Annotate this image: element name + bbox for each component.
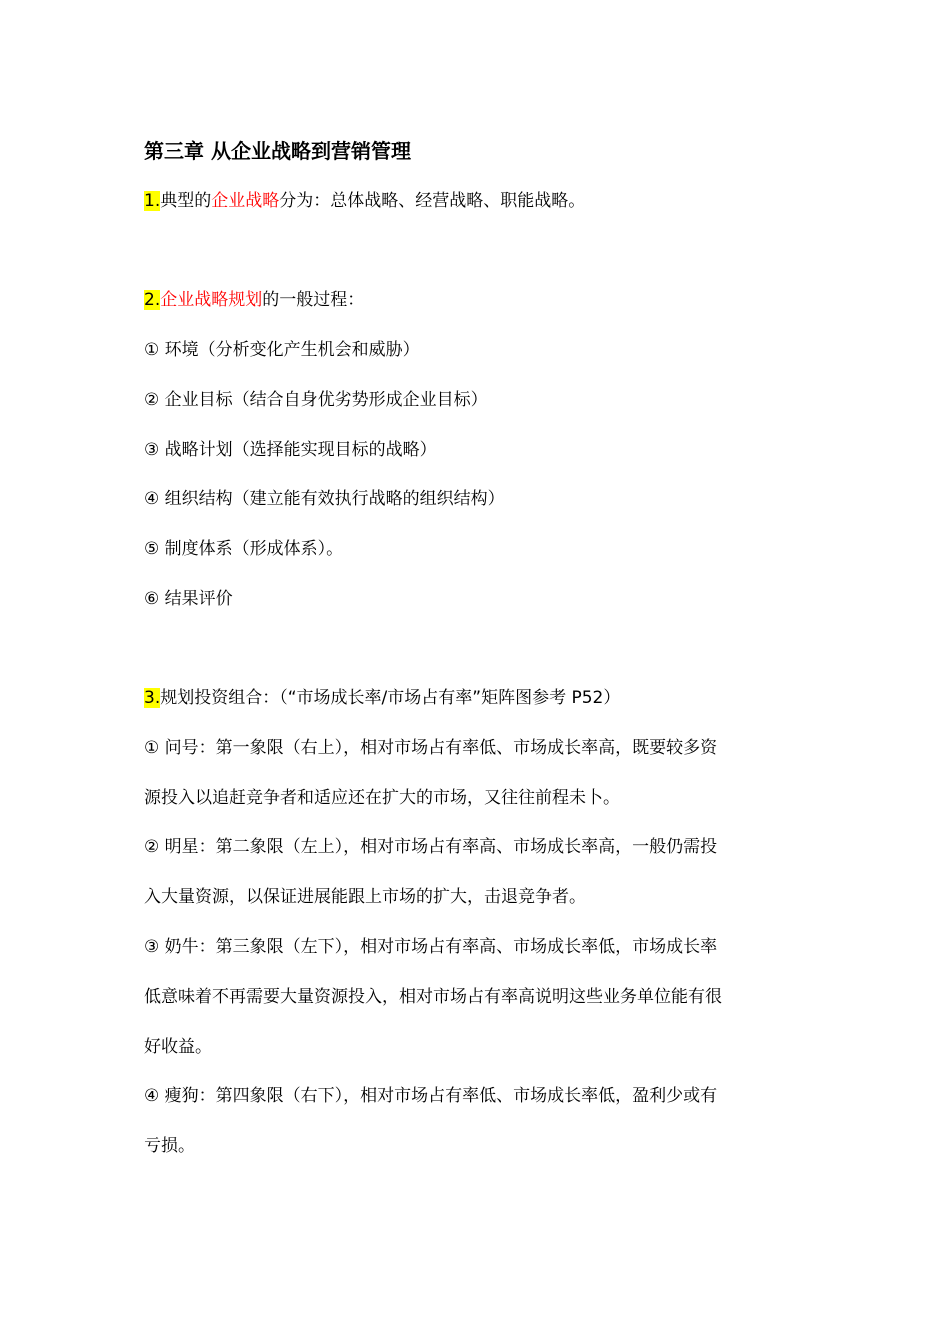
section-3-line: ② 明星：第二象限（左上），相对市场占有率高、市场成长率高，一般仍需投	[144, 837, 718, 857]
section-3-line: 源投入以追赶竞争者和适应还在扩大的市场，又往往前程未卜。	[144, 788, 620, 808]
section-2-highlight: 企业战略规划	[160, 290, 263, 310]
section-2-post: 的一般过程：	[262, 290, 365, 310]
section-1-pre: 典型的	[160, 191, 212, 211]
section-2-item: ① 环境（分析变化产生机会和威胁）	[144, 340, 420, 360]
section-3-line: ① 问号：第一象限（右上），相对市场占有率低、市场成长率高，既要较多资	[144, 738, 718, 758]
chapter-title: 第三章 从企业战略到营销管理	[144, 139, 411, 163]
section-3-line: 好收益。	[144, 1037, 212, 1057]
section-3-line: 入大量资源，以保证进展能跟上市场的扩大，击退竞争者。	[144, 887, 586, 907]
section-1-number: 1.	[144, 191, 161, 211]
section-3-line: ④ 瘦狗：第四象限（右下），相对市场占有率低、市场成长率低，盈利少或有	[144, 1086, 718, 1106]
section-3-heading	[144, 685, 620, 711]
section-2-heading	[144, 287, 364, 313]
section-2-item: ③ 战略计划（选择能实现目标的战略）	[144, 440, 437, 460]
section-1-line	[144, 188, 585, 214]
section-3-line: 低意味着不再需要大量资源投入，相对市场占有率高说明这些业务单位能有很	[144, 987, 722, 1007]
section-3-text: 规划投资组合：（“市场成长率/市场占有率”矩阵图参考 P52）	[160, 688, 621, 708]
section-3-line: ③ 奶牛：第三象限（左下），相对市场占有率高、市场成长率低，市场成长率	[144, 937, 718, 957]
section-2-number: 2.	[144, 290, 161, 310]
section-2-item: ⑥ 结果评价	[144, 589, 233, 609]
section-2-item: ⑤ 制度体系（形成体系）。	[144, 539, 344, 559]
section-1-highlight: 企业战略	[211, 191, 280, 211]
section-3-number: 3.	[144, 688, 161, 708]
section-3-line: 亏损。	[144, 1136, 195, 1156]
section-2-item: ② 企业目标（结合自身优劣势形成企业目标）	[144, 390, 488, 410]
section-1-post: 分为：总体战略、经营战略、职能战略。	[279, 191, 586, 211]
section-2-item: ④ 组织结构（建立能有效执行战略的组织结构）	[144, 489, 505, 509]
